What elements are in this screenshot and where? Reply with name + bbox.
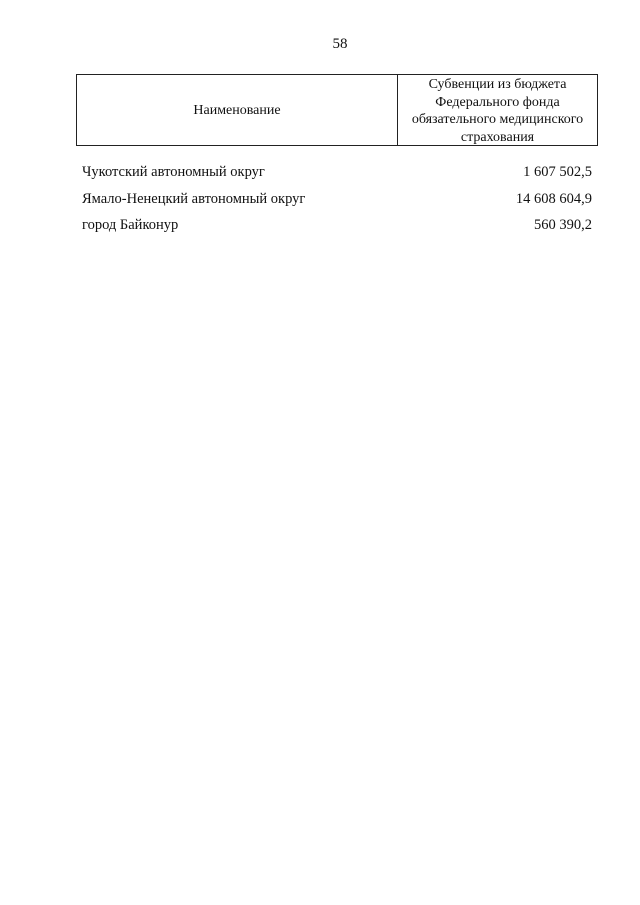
region-name: Ямало-Ненецкий автономный округ (82, 190, 306, 207)
table-body (82, 164, 592, 244)
table-row (82, 217, 592, 244)
table-row (82, 191, 592, 218)
page-number: 58 (332, 36, 348, 52)
subvention-amount: 14 608 604,9 (515, 190, 592, 207)
region-name: Чукотский автономный округ (82, 164, 265, 180)
column-header-name: Наименование (77, 75, 398, 145)
subvention-amount: 1 607 502,5 (523, 164, 592, 180)
subvention-amount: 560 390,2 (534, 217, 592, 233)
table-row (82, 164, 592, 191)
column-header-subventions: Субвенции из бюджета Федерального фонда обязательного медицинского страхования (411, 77, 584, 145)
table-header (76, 74, 598, 146)
region-name: город Байконур (82, 217, 179, 233)
